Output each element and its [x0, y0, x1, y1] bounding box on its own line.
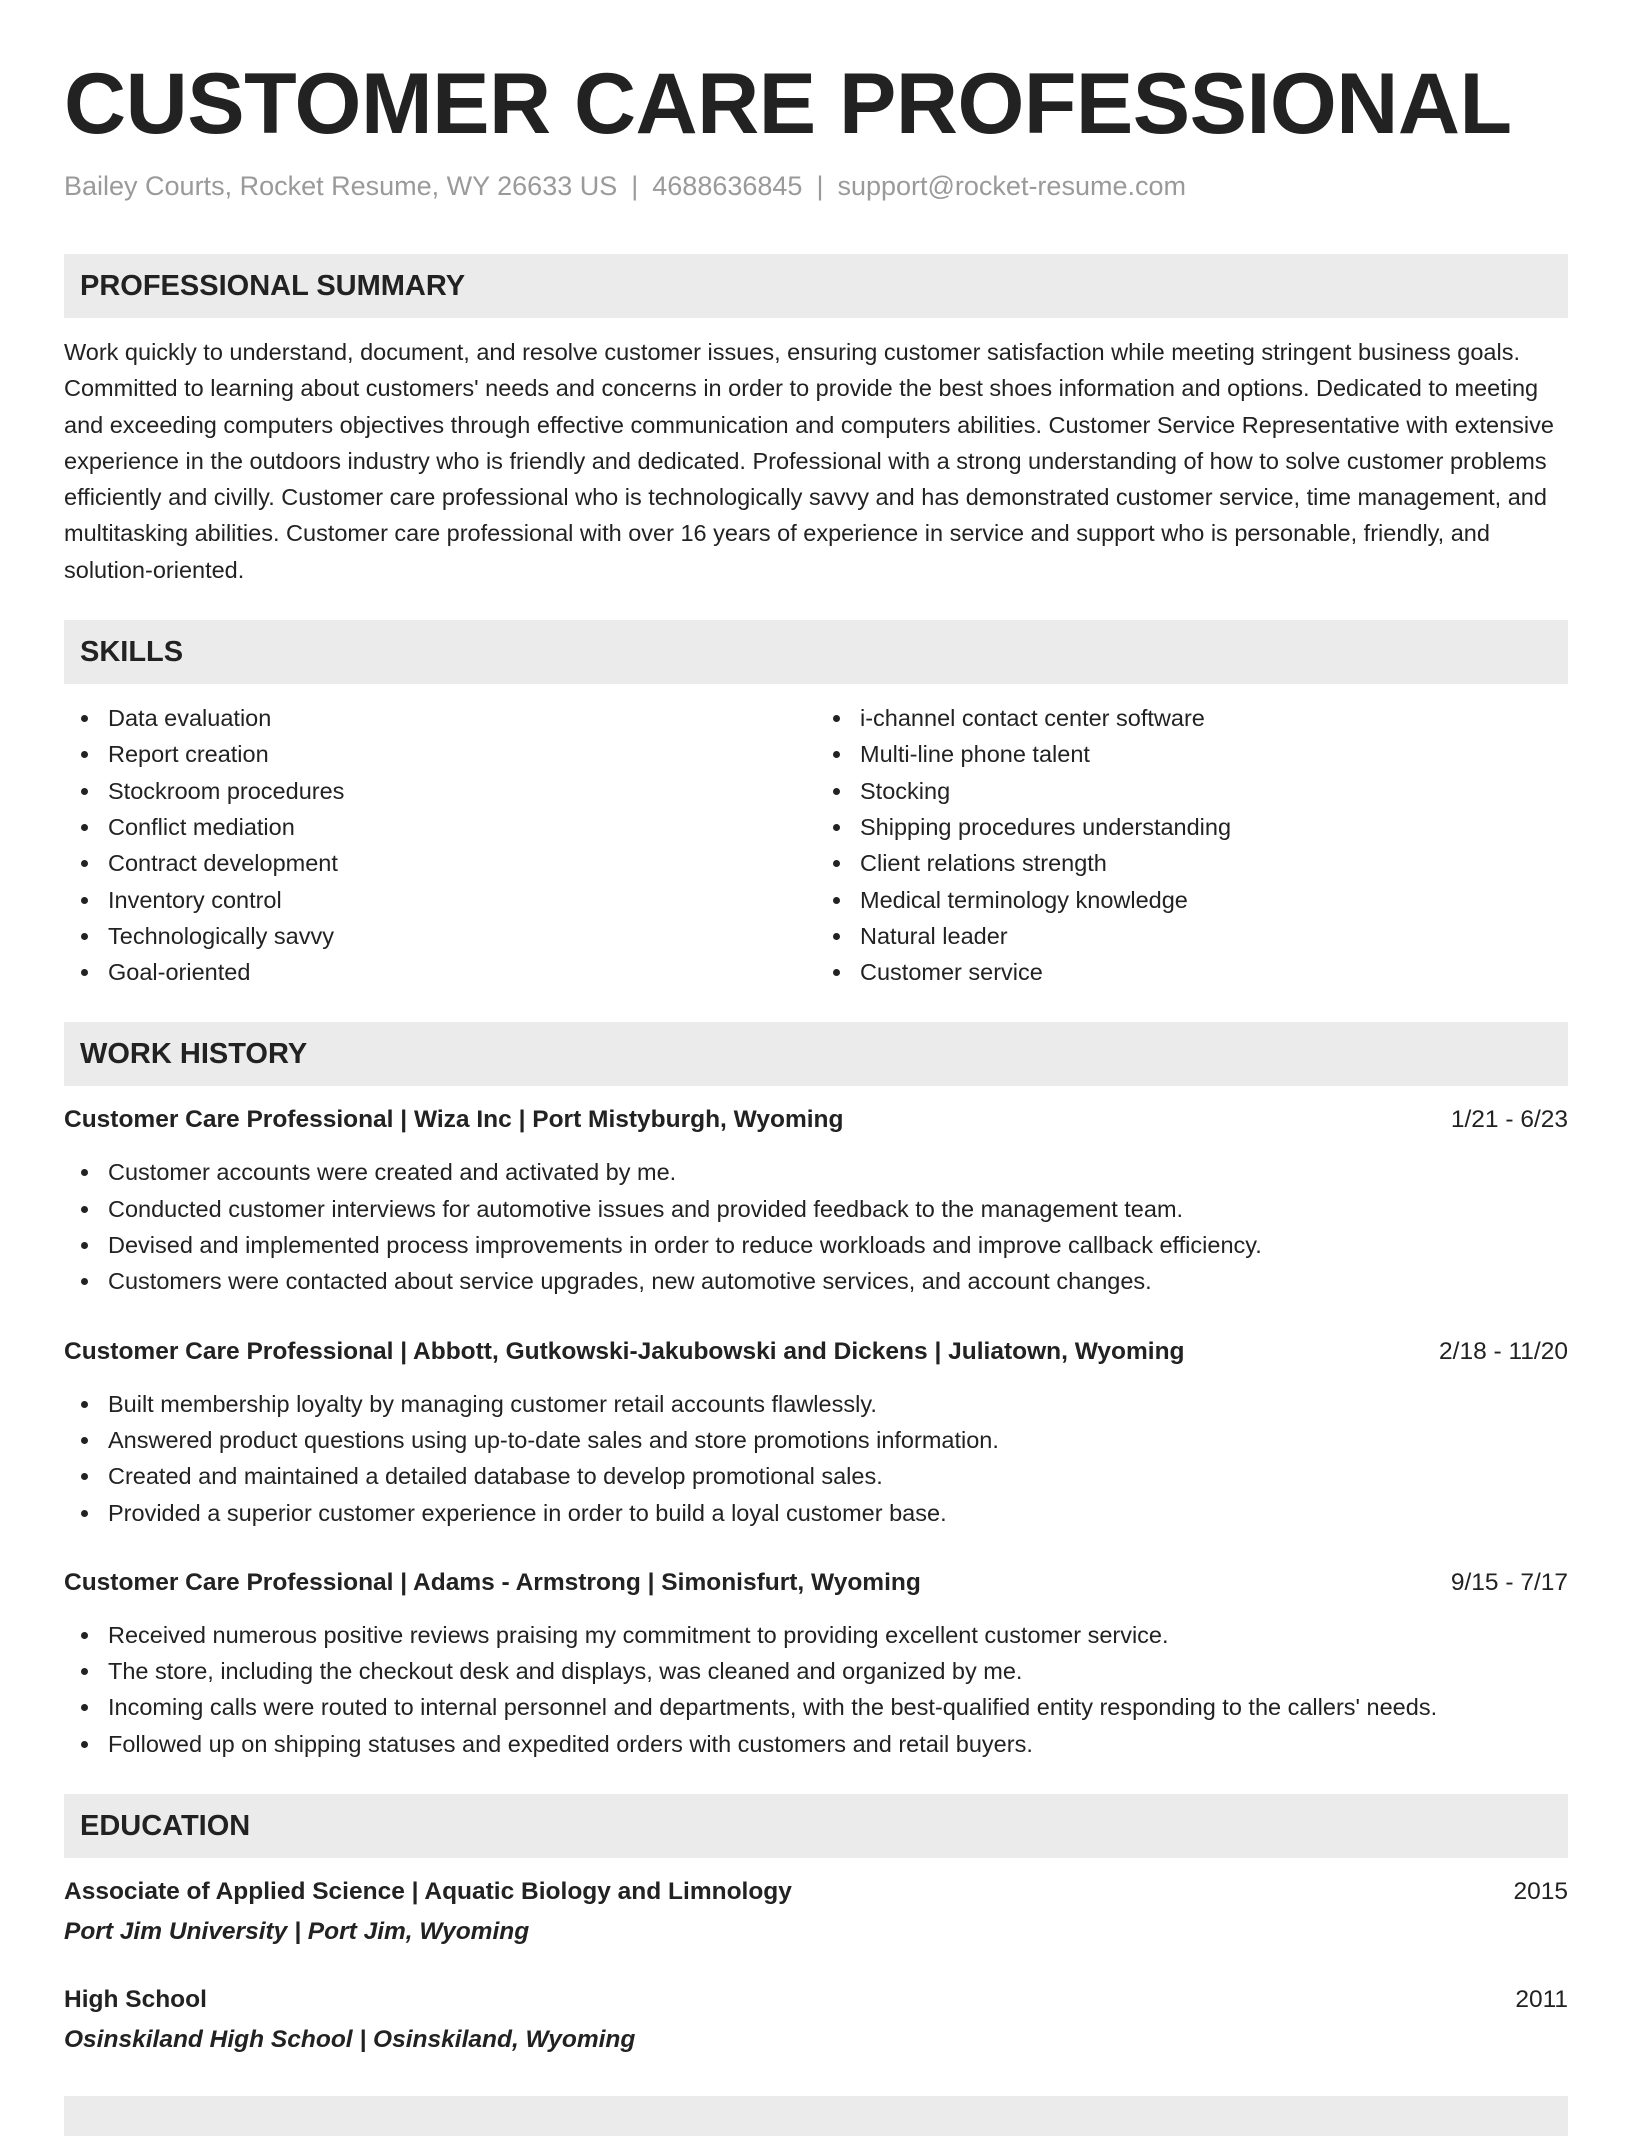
- contact-separator: |: [631, 171, 639, 201]
- job-bullet: Received numerous positive reviews praising my commitment to providing excellent customer service.: [108, 1617, 1568, 1653]
- job-entry: [64, 1565, 1568, 1762]
- job-title: Customer Care Professional | Adams - Armstrong | Simonisfurt, Wyoming: [64, 1568, 921, 1596]
- contact-phone: 4688636845: [652, 171, 803, 201]
- job-header: [64, 1102, 1568, 1138]
- section-header-skills: SKILLS: [64, 620, 1568, 684]
- education-entry: [64, 1874, 1568, 1950]
- education-header: [64, 1982, 1568, 2018]
- contact-separator: |: [816, 171, 824, 201]
- skill-item: Inventory control: [108, 882, 816, 918]
- contact-address: Bailey Courts, Rocket Resume, WY 26633 US: [64, 171, 618, 201]
- job-entry: [64, 1334, 1568, 1531]
- education-year: 2011: [1515, 1986, 1568, 2014]
- resume-name: CUSTOMER CARE PROFESSIONAL: [64, 56, 1512, 152]
- job-header: [64, 1565, 1568, 1601]
- job-bullet: Built membership loyalty by managing customer retail accounts flawlessly.: [108, 1386, 1568, 1422]
- education-school: Port Jim University | Port Jim, Wyoming: [64, 1918, 530, 1946]
- skill-item: Conflict mediation: [108, 809, 816, 845]
- skills-column-left: [64, 700, 816, 990]
- section-header-education: EDUCATION: [64, 1794, 1568, 1858]
- skill-item: Contract development: [108, 845, 816, 881]
- job-dates: 1/21 - 6/23: [1450, 1106, 1568, 1134]
- job-bullet: Devised and implemented process improvements in order to reduce workloads and improve callback efficiency.: [108, 1227, 1568, 1263]
- job-bullets: [64, 1617, 1568, 1762]
- skill-item: Shipping procedures understanding: [860, 809, 1568, 845]
- education-degree: Associate of Applied Science | Aquatic Biology and Limnology: [64, 1878, 792, 1906]
- skills-column-right: [816, 700, 1568, 990]
- job-dates: 9/15 - 7/17: [1450, 1568, 1568, 1596]
- education-school: Osinskiland High School | Osinskiland, Wyoming: [64, 2026, 636, 2054]
- job-bullet: Customer accounts were created and activated by me.: [108, 1154, 1568, 1190]
- job-header: [64, 1334, 1568, 1370]
- job-bullet: The store, including the checkout desk and displays, was cleaned and organized by me.: [108, 1653, 1568, 1689]
- summary-text: Work quickly to understand, document, and resolve customer issues, ensuring customer satisfaction while meeting stringent business goals. Committed to learning about customers' needs and concerns in order to provide the best shoes information and options. Dedicated to meeting and exceeding computers objectives through effective communication and computers abilities. Customer Service Representative with extensive experience in the outdoors industry who is friendly and dedicated. Professional with a strong understanding of how to solve customer problems efficiently and civilly. Customer care professional who is technologically savvy and has demonstrated customer service, time management, and multitasking abilities. Customer care professional with over 16 years of experience in service and support who is personable, friendly, and solution-oriented.: [64, 339, 1554, 583]
- skill-item: Natural leader: [860, 918, 1568, 954]
- skill-item: Technologically savvy: [108, 918, 816, 954]
- skill-item: Client relations strength: [860, 845, 1568, 881]
- job-bullet: Provided a superior customer experience in order to build a loyal customer base.: [108, 1495, 1568, 1531]
- job-bullet: Created and maintained a detailed database to develop promotional sales.: [108, 1458, 1568, 1494]
- job-title: Customer Care Professional | Wiza Inc | Port Mistyburgh, Wyoming: [64, 1106, 844, 1134]
- skill-item: Stockroom procedures: [108, 773, 816, 809]
- job-bullet: Customers were contacted about service upgrades, new automotive services, and account changes.: [108, 1263, 1568, 1299]
- education-degree: High School: [64, 1986, 207, 2014]
- education-year: 2015: [1513, 1878, 1568, 1906]
- job-entry: [64, 1102, 1568, 1299]
- section-header-work-history: WORK HISTORY: [64, 1022, 1568, 1086]
- contact-email: support@rocket-resume.com: [837, 171, 1186, 201]
- skills-list: [64, 700, 1568, 990]
- job-title: Customer Care Professional | Abbott, Gutkowski-Jakubowski and Dickens | Juliatown, Wyoming: [64, 1337, 1185, 1365]
- skill-item: Report creation: [108, 736, 816, 772]
- section-header-summary: PROFESSIONAL SUMMARY: [64, 254, 1568, 318]
- contact-line: [64, 170, 1568, 202]
- skill-item: Multi-line phone talent: [860, 736, 1568, 772]
- job-bullet: Conducted customer interviews for automotive issues and provided feedback to the management team.: [108, 1191, 1568, 1227]
- job-bullet: Followed up on shipping statuses and expedited orders with customers and retail buyers.: [108, 1726, 1568, 1762]
- job-bullets: [64, 1154, 1568, 1299]
- job-dates: 2/18 - 11/20: [1439, 1337, 1568, 1365]
- skill-item: Stocking: [860, 773, 1568, 809]
- education-header: [64, 1874, 1568, 1910]
- job-bullet: Incoming calls were routed to internal personnel and departments, with the best-qualified entity responding to the callers' needs.: [108, 1689, 1568, 1725]
- job-bullet: Answered product questions using up-to-date sales and store promotions information.: [108, 1422, 1568, 1458]
- skill-item: i-channel contact center software: [860, 700, 1568, 736]
- skill-item: Medical terminology knowledge: [860, 882, 1568, 918]
- skill-item: Customer service: [860, 954, 1568, 990]
- job-bullets: [64, 1386, 1568, 1531]
- next-section-band: [64, 2096, 1568, 2136]
- skill-item: Goal-oriented: [108, 954, 816, 990]
- skill-item: Data evaluation: [108, 700, 816, 736]
- education-entry: [64, 1982, 1568, 2058]
